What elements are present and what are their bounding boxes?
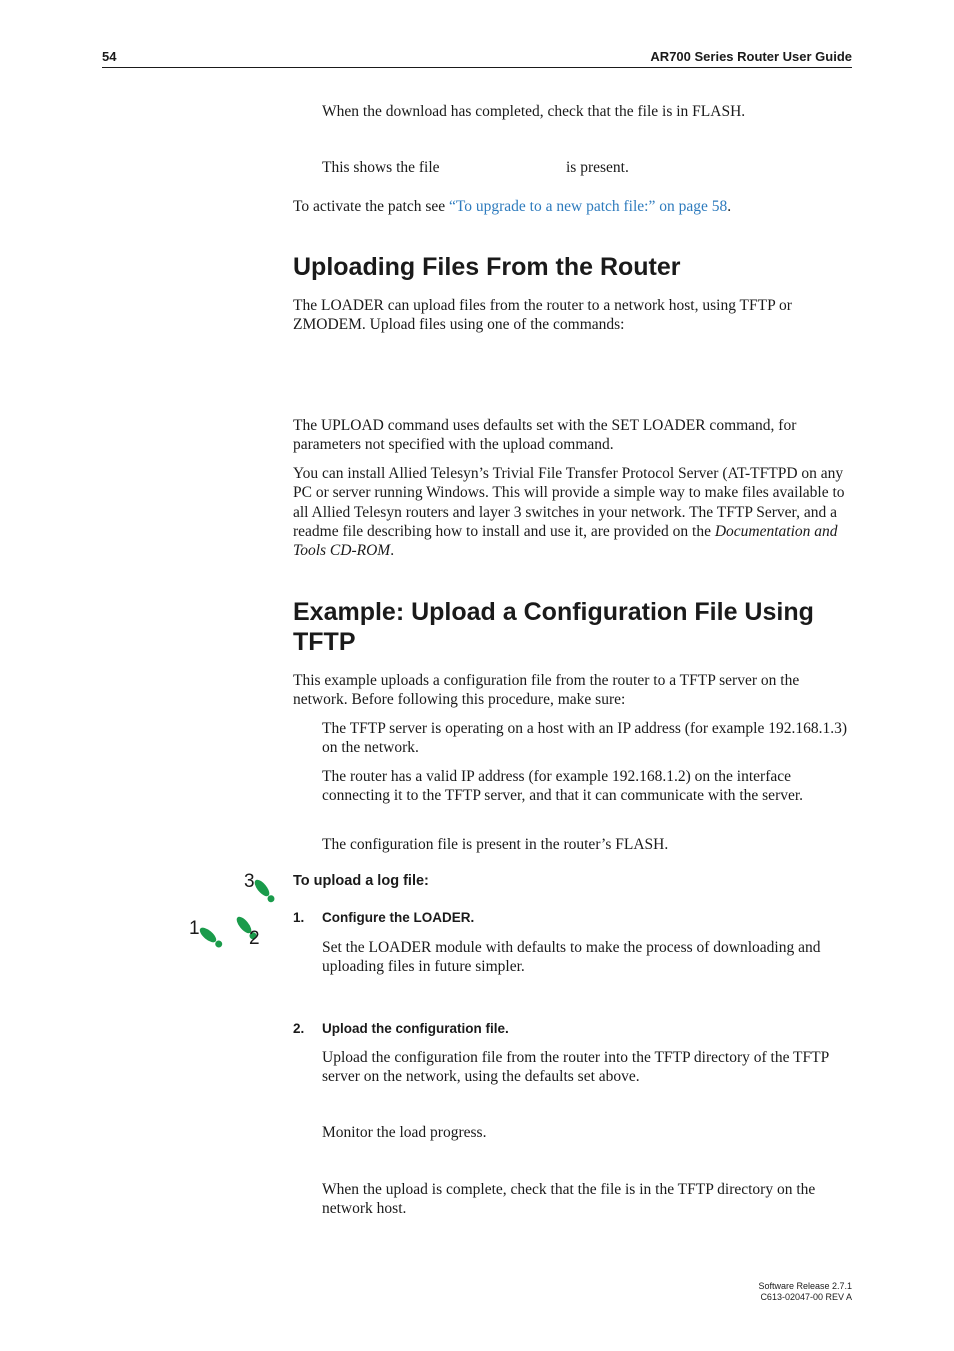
example-intro: This example uploads a configuration file from the router to a TFTP server on the network. Before following this procedure, make sure: [293, 672, 800, 709]
download-check-text: When the download has completed, check that the file is in FLASH. [322, 103, 746, 120]
upload-defaults-paragraph: The UPLOAD command uses defaults set with the SET LOADER command, for parameters not specified with the upload command. [293, 417, 797, 454]
activate-text-pre: To activate the patch see [293, 198, 449, 215]
step-number: 1. [293, 910, 305, 925]
example-heading: Example: Upload a Configuration File Using TFTP [293, 598, 814, 656]
uploading-heading: Uploading Files From the Router [293, 253, 681, 281]
monitor-progress-text: Monitor the load progress. [322, 1124, 487, 1141]
document-id: C613-02047-00 REV A [760, 1292, 852, 1302]
step-icon-label: 3 [244, 871, 255, 892]
shows-file-text-post: is present. [566, 159, 629, 176]
steps-icon [186, 868, 282, 954]
step-description: Set the LOADER module with defaults to make the process of downloading and uploading files in future simpler. [322, 939, 821, 976]
step-title: Configure the LOADER. [322, 910, 475, 925]
upload-complete-text: When the upload is complete, check that the file is in the TFTP directory on the network host. [322, 1181, 816, 1218]
prerequisite-item: The configuration file is present in the router’s FLASH. [322, 836, 669, 853]
software-release: Software Release 2.7.1 [758, 1281, 852, 1291]
prerequisite-item: The TFTP server is operating on a host with an IP address (for example 192.168.1.3) on the network. [322, 720, 848, 757]
step-title: Upload the configuration file. [322, 1021, 509, 1036]
header-rule [102, 67, 852, 68]
activate-patch-text [293, 197, 853, 216]
tftpd-paragraph [293, 464, 853, 560]
footer [758, 1281, 852, 1303]
patch-file-link[interactable]: “To upgrade to a new patch file:” on page 58 [449, 198, 728, 215]
page-number: 54 [102, 49, 117, 64]
step-icon-label: 2 [249, 928, 260, 949]
cd-rom-title: Documentation and Tools CD-ROM [293, 522, 838, 560]
step-icon-label: 1 [189, 918, 200, 939]
guide-title: AR700 Series Router User Guide [650, 49, 852, 64]
procedure-label: To upload a log file: [293, 873, 429, 889]
tftpd-text-end: . [390, 542, 395, 560]
step-description: Upload the configuration file from the router into the TFTP directory of the TFTP server on the network, using the defaults set above. [322, 1049, 829, 1086]
uploading-intro: The LOADER can upload files from the router to a network host, using TFTP or ZMODEM. Upload files using one of the commands: [293, 297, 792, 334]
prerequisite-item: The router has a valid IP address (for example 192.168.1.2) on the interface connecting it to the TFTP server, and that it can communicate with the server. [322, 768, 804, 805]
tftpd-text: You can install Allied Telesyn’s Trivial File Transfer Protocol Server (AT-TFTPD on any PC or server running Windows. This will provide a simple way to make files available to all Allied Telesyn routers and layer 3 switches in your network. The TFTP Server, and a readme file describing how to install and use it, are provided on the [293, 465, 845, 540]
shows-file-text-pre: This shows the file [322, 159, 440, 176]
step-number: 2. [293, 1021, 305, 1036]
activate-text-post: . [727, 198, 732, 215]
